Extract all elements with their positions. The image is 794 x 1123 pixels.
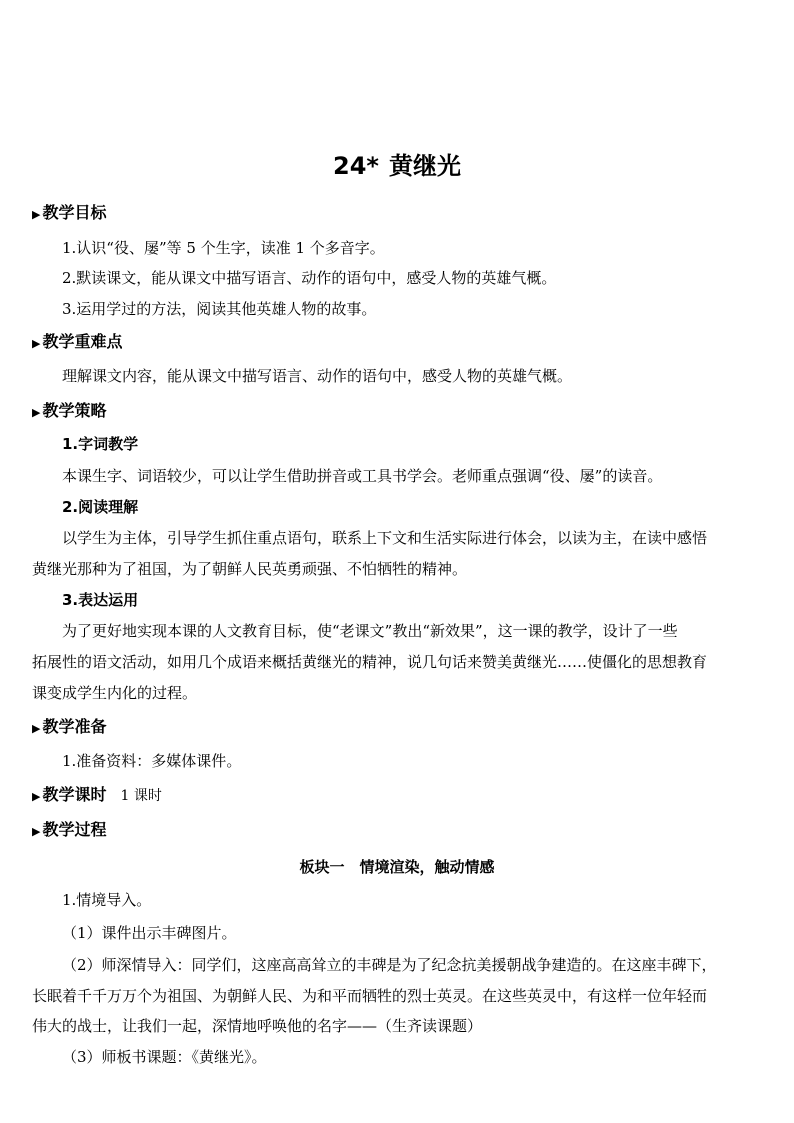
process-text: （3）师板书课题：《黄继光》。 bbox=[62, 1048, 267, 1066]
heading-goals: ▶ 教学目标 bbox=[32, 203, 107, 222]
key-points-text: 理解课文内容，能从课文中描写语言、动作的语句中，感受人物的英雄气概。 bbox=[62, 367, 573, 385]
lesson-number: 24* bbox=[333, 152, 379, 180]
heading-key-points: ▶ 教学重难点 bbox=[32, 332, 123, 351]
process-text: 伟大的战士，让我们一起，深情地呼唤他的名字——（生齐读课题） bbox=[32, 1017, 483, 1035]
strategy-text: 以学生为主体，引导学生抓住重点语句，联系上下文和生活实际进行体会，以读为主，在读中感悟 bbox=[62, 529, 708, 547]
strategy-subheading: 3.表达运用 bbox=[62, 591, 139, 609]
strategy-text: 课变成学生内化的过程。 bbox=[32, 684, 198, 702]
strategy-text: 本课生字、词语较少，可以让学生借助拼音或工具书学会。老师重点强调“役、屡”的读音。 bbox=[62, 467, 663, 485]
strategy-subheading: 1.字词教学 bbox=[62, 435, 139, 453]
goal-item: 2.默读课文，能从课文中描写语言、动作的语句中，感受人物的英雄气概。 bbox=[62, 269, 557, 287]
heading-strategy: ▶ 教学策略 bbox=[32, 401, 107, 420]
strategy-text: 为了更好地实现本课的人文教育目标，使“老课文”教出“新效果”，这一课的教学，设计了一些 bbox=[62, 622, 678, 640]
goal-item: 3.运用学过的方法，阅读其他英雄人物的故事。 bbox=[62, 300, 377, 318]
block-title: 板块一 情境渲染，触动情感 bbox=[299, 858, 495, 876]
heading-hours: ▶ 教学课时 1 课时 bbox=[32, 785, 162, 804]
heading-preparation: ▶ 教学准备 bbox=[32, 717, 107, 736]
triangle-bullet-icon: ▶ bbox=[32, 208, 41, 221]
process-text: （1）课件出示丰碑图片。 bbox=[62, 924, 237, 942]
triangle-bullet-icon: ▶ bbox=[32, 825, 41, 838]
triangle-bullet-icon: ▶ bbox=[32, 722, 41, 735]
triangle-bullet-icon: ▶ bbox=[32, 790, 41, 803]
process-text: 1.情境导入。 bbox=[62, 891, 152, 909]
process-text: （2）师深情导入：同学们，这座高高耸立的丰碑是为了纪念抗美援朝战争建造的。在这座丰碑下， bbox=[62, 956, 717, 974]
goal-item: 1.认识“役、屡”等 5 个生字，读准 1 个多音字。 bbox=[62, 239, 385, 257]
strategy-text: 黄继光那种为了祖国，为了朝鲜人民英勇顽强、不怕牺牲的精神。 bbox=[32, 560, 468, 578]
lesson-title bbox=[0, 146, 794, 181]
triangle-bullet-icon: ▶ bbox=[32, 406, 41, 419]
triangle-bullet-icon: ▶ bbox=[32, 337, 41, 350]
heading-process: ▶ 教学过程 bbox=[32, 820, 107, 839]
hours-value: 1 课时 bbox=[120, 788, 162, 804]
process-text: 长眠着千千万万个为祖国、为朝鲜人民、为和平而牺牲的烈士英灵。在这些英灵中，有这样一位年轻而 bbox=[32, 987, 708, 1005]
preparation-text: 1.准备资料：多媒体课件。 bbox=[62, 752, 242, 770]
lesson-title-text: 黄继光 bbox=[388, 152, 461, 180]
strategy-subheading: 2.阅读理解 bbox=[62, 498, 139, 516]
strategy-text: 拓展性的语文活动，如用几个成语来概括黄继光的精神，说几句话来赞美黄继光……使僵化的思想教育 bbox=[32, 653, 708, 671]
